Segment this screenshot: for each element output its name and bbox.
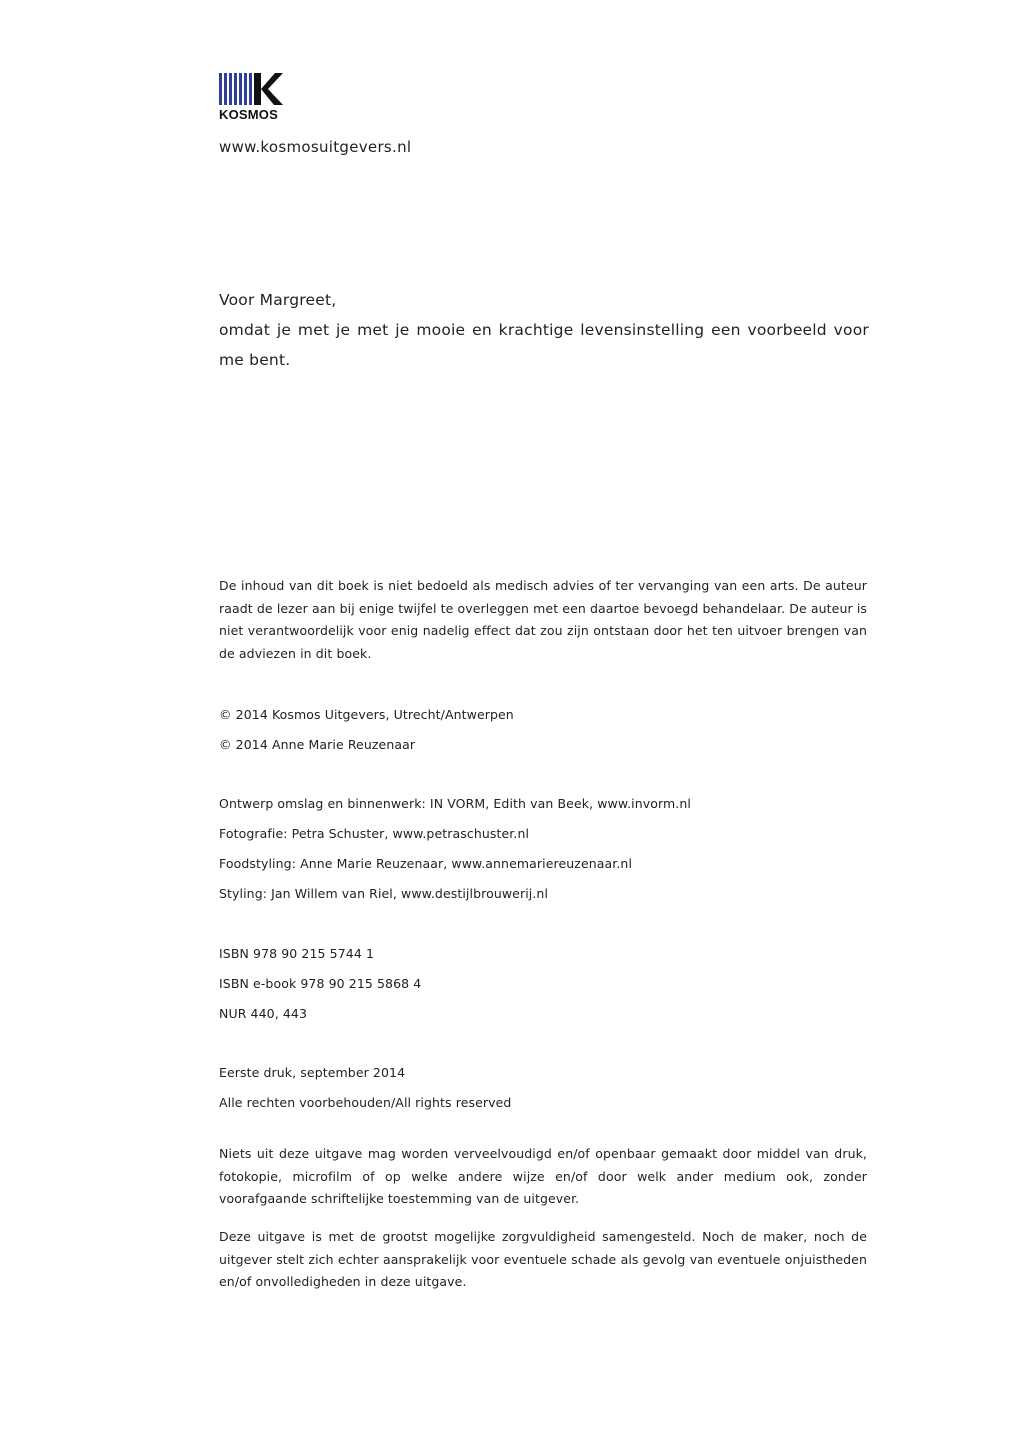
publisher-logo — [219, 73, 283, 125]
credits-block — [219, 789, 867, 909]
dedication-greeting: Voor Margreet, — [219, 291, 337, 309]
logo-wordmark: KOSMOS — [219, 107, 278, 122]
publisher-website[interactable]: www.kosmosuitgevers.nl — [219, 138, 412, 156]
identifiers-block — [219, 939, 867, 1029]
copyright-line: © 2014 Kosmos Uitgevers, Utrecht/Antwerpen — [219, 707, 514, 722]
credit-line: Foodstyling: Anne Marie Reuzenaar, www.annemariereuzenaar.nl — [219, 856, 633, 871]
medical-disclaimer: De inhoud van dit boek is niet bedoeld als medisch advies of ter vervanging van een arts. De auteur raadt de lezer aan bij enige twijfel te overleggen met een daartoe bevoegd behandelaar. De auteur is niet verantwoordelijk voor enig nadelig effect dat zou zijn ontstaan door het ten uitvoer brengen van de adviezen in dit boek. — [219, 578, 867, 661]
dedication-text: omdat je met je met je mooie en krachtige levensinstelling een voorbeeld voor me bent. — [219, 321, 869, 369]
credit-line: Fotografie: Petra Schuster, www.petraschuster.nl — [219, 826, 530, 841]
dedication — [219, 285, 869, 375]
rights-line: Alle rechten voorbehouden/All rights reserved — [219, 1095, 512, 1110]
credit-line: Ontwerp omslag en binnenwerk: IN VORM, Edith van Beek, www.invorm.nl — [219, 796, 691, 811]
copyright-line: © 2014 Anne Marie Reuzenaar — [219, 737, 416, 752]
kosmos-logo-mark — [219, 73, 283, 105]
liability-notice: Deze uitgave is met de grootst mogelijke zorgvuldigheid samengesteld. Noch de maker, noch de uitgever stelt zich echter aansprakelijk voor eventuele schade als gevolg van eventuele onjuistheden en/of onvolledigheden in deze uitgave. — [219, 1229, 867, 1289]
credit-line: Styling: Jan Willem van Riel, www.destijlbrouwerij.nl — [219, 886, 549, 901]
edition-block — [219, 1058, 867, 1118]
nur-line: NUR 440, 443 — [219, 1006, 308, 1021]
isbn-line: ISBN 978 90 215 5744 1 — [219, 946, 375, 961]
edition-line: Eerste druk, september 2014 — [219, 1065, 406, 1080]
copyright-block — [219, 700, 867, 760]
isbn-ebook-line: ISBN e-book 978 90 215 5868 4 — [219, 976, 422, 991]
reproduction-notice: Niets uit deze uitgave mag worden verveelvoudigd en/of openbaar gemaakt door middel van druk, fotokopie, microfilm of op welke andere wijze en/of door welk ander medium ook, zonder voorafgaande schriftelijke toestemming van de uitgever. — [219, 1146, 867, 1206]
